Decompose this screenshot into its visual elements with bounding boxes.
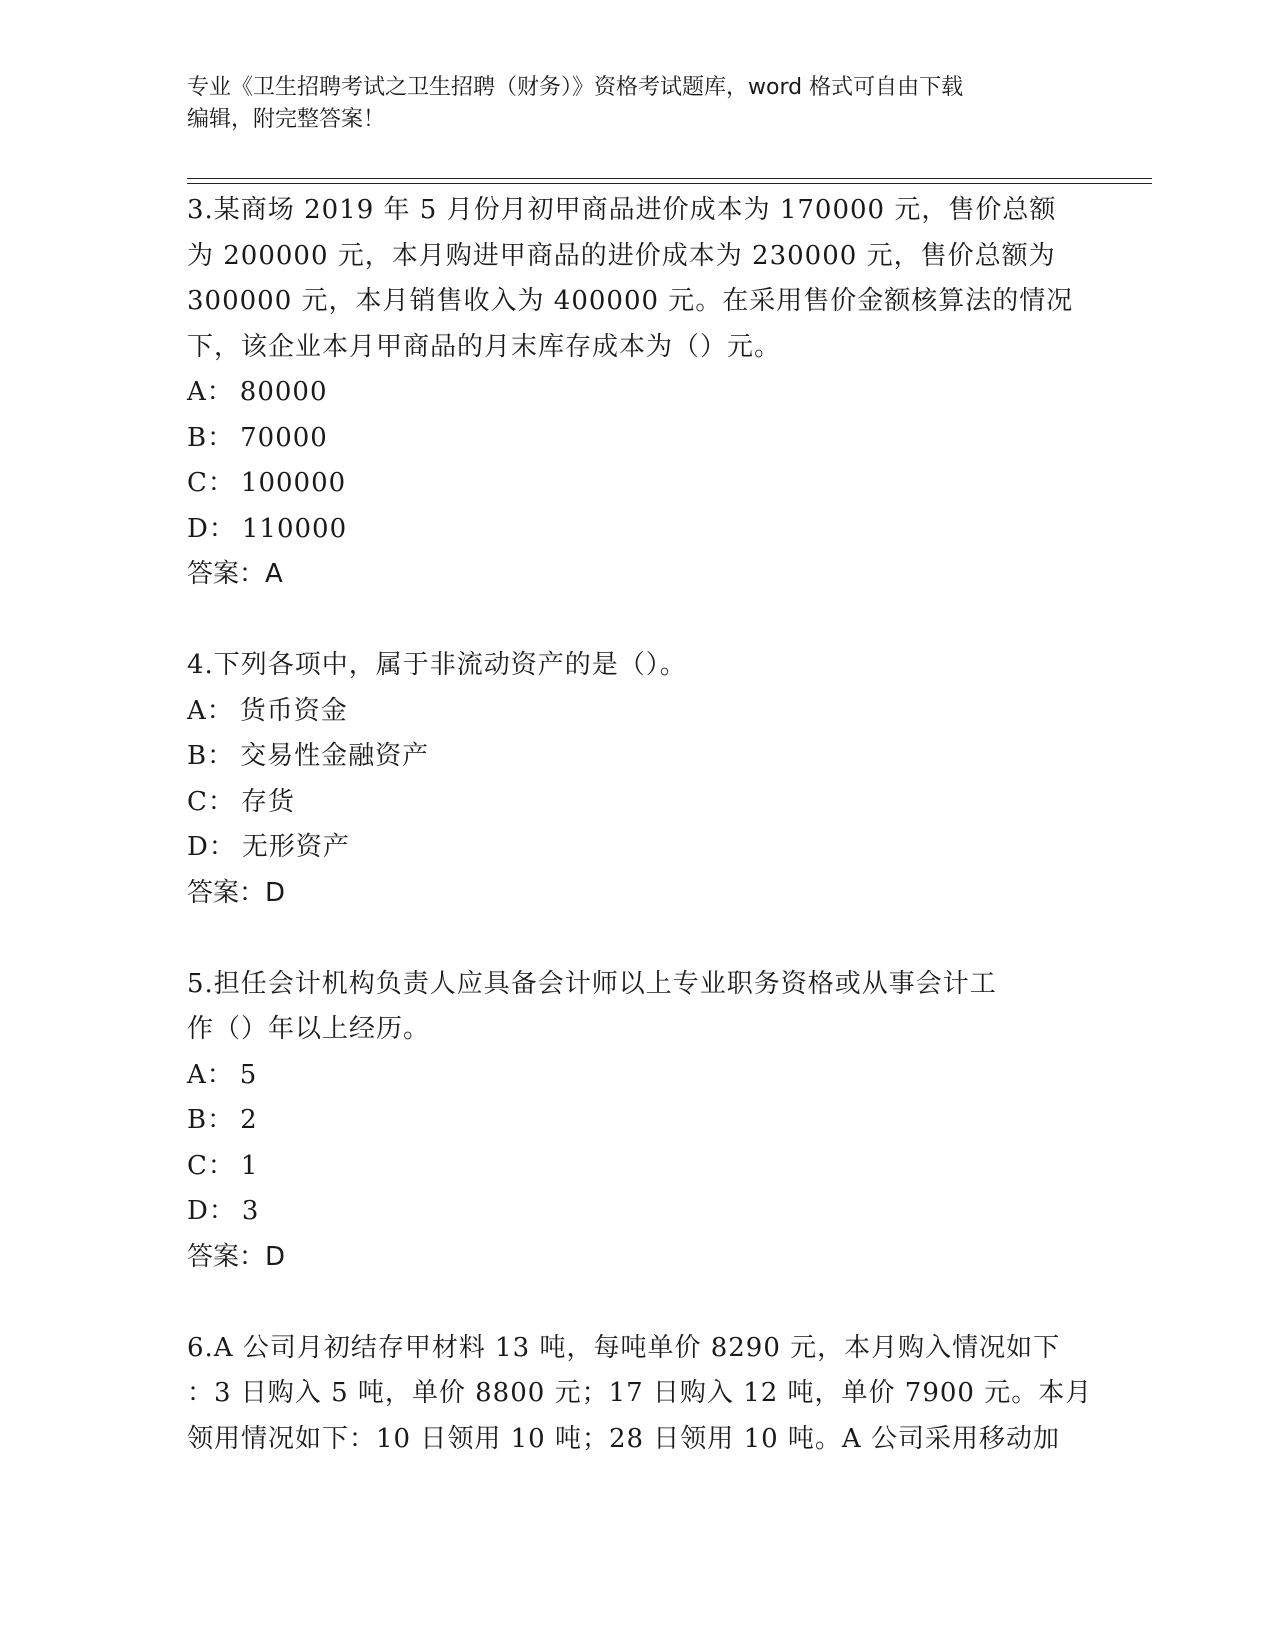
- option-key: B：: [187, 1105, 235, 1135]
- question-spacer: [187, 916, 1087, 962]
- option-key: C：: [187, 1150, 235, 1181]
- option-key: D：: [187, 1196, 236, 1226]
- option-c: [187, 1144, 1087, 1190]
- question-stem: [187, 962, 1087, 1053]
- option-b: [187, 734, 1087, 780]
- option-c: [187, 780, 1087, 826]
- stem-line: 300000 元，本月销售收入为 400000 元。在采用售价金额核算法的情况: [187, 286, 1074, 316]
- option-value: 无形资产: [241, 832, 350, 862]
- option-value: 3: [241, 1196, 260, 1226]
- option-key: A：: [187, 695, 234, 726]
- question-list: [187, 188, 1093, 1462]
- option-key: D：: [187, 513, 236, 544]
- option-key: C：: [187, 786, 235, 817]
- stem-line: ：3 日购入 5 吨，单价 8800 元；17 日购入 12 吨，单价 7900 元。本月: [187, 1378, 1093, 1408]
- option-value: 存货: [240, 786, 295, 817]
- option-key: A：: [187, 1059, 234, 1090]
- stem-line: 5.担任会计机构负责人应具备会计师以上专业职务资格或从事会计工: [187, 968, 997, 999]
- header-line-2: 编辑，附完整答案！: [187, 107, 386, 132]
- question-5: [187, 962, 1087, 1281]
- option-c: [187, 461, 1087, 507]
- question-4: [187, 643, 1087, 916]
- question-3: [187, 188, 1087, 598]
- option-key: B：: [187, 422, 235, 453]
- option-value: 5: [239, 1059, 258, 1090]
- option-key: B：: [187, 741, 235, 771]
- option-value: 货币资金: [239, 695, 348, 726]
- option-value: 110000: [241, 513, 348, 544]
- option-d: [187, 507, 1087, 553]
- answer-line: 答案：D: [187, 877, 286, 908]
- option-value: 1: [240, 1150, 259, 1181]
- question-spacer: [187, 598, 1087, 644]
- question-stem: [187, 188, 1087, 370]
- stem-line: 为 200000 元，本月购进甲商品的进价成本为 230000 元，售价总额为: [187, 240, 1056, 271]
- option-value: 交易性金融资产: [240, 741, 430, 771]
- option-key: D：: [187, 832, 236, 862]
- option-key: C：: [187, 468, 235, 498]
- question-stem: [187, 643, 1087, 689]
- header-line-1: 专业《卫生招聘考试之卫生招聘（财务）》资格考试题库，word 格式可自由下载: [187, 75, 964, 100]
- stem-line: 作（）年以上经历。: [187, 1014, 431, 1044]
- stem-line: 3.某商场 2019 年 5 月份月初甲商品进价成本为 170000 元，售价总额: [187, 195, 1057, 225]
- option-a: [187, 370, 1087, 416]
- option-value: 2: [240, 1105, 258, 1135]
- answer-line: 答案：A: [187, 559, 283, 589]
- option-a: [187, 689, 1087, 735]
- option-a: [187, 1053, 1087, 1099]
- stem-line: 4.下列各项中，属于非流动资产的是（）。: [187, 650, 687, 680]
- header-divider-bottom: [187, 183, 1152, 184]
- option-b: [187, 416, 1087, 462]
- option-value: 80000: [239, 377, 328, 407]
- header-divider-top: [187, 178, 1152, 179]
- document-header: [187, 72, 1067, 136]
- option-b: [187, 1098, 1087, 1144]
- stem-line: 6.A 公司月初结存甲材料 13 吨，每吨单价 8290 元，本月购入情况如下: [187, 1332, 1061, 1363]
- stem-line: 下，该企业本月甲商品的月末库存成本为（）元。: [187, 331, 782, 362]
- option-value: 100000: [240, 468, 347, 498]
- stem-line: 领用情况如下：10 日领用 10 吨；28 日领用 10 吨。A 公司采用移动加: [187, 1423, 1060, 1454]
- option-d: [187, 1189, 1087, 1235]
- answer-line: 答案：D: [187, 1241, 286, 1272]
- option-key: A：: [187, 377, 234, 407]
- question-6: [187, 1326, 1093, 1463]
- question-spacer: [187, 1280, 1087, 1326]
- option-value: 70000: [240, 422, 328, 453]
- option-d: [187, 825, 1087, 871]
- question-stem: [187, 1326, 1093, 1463]
